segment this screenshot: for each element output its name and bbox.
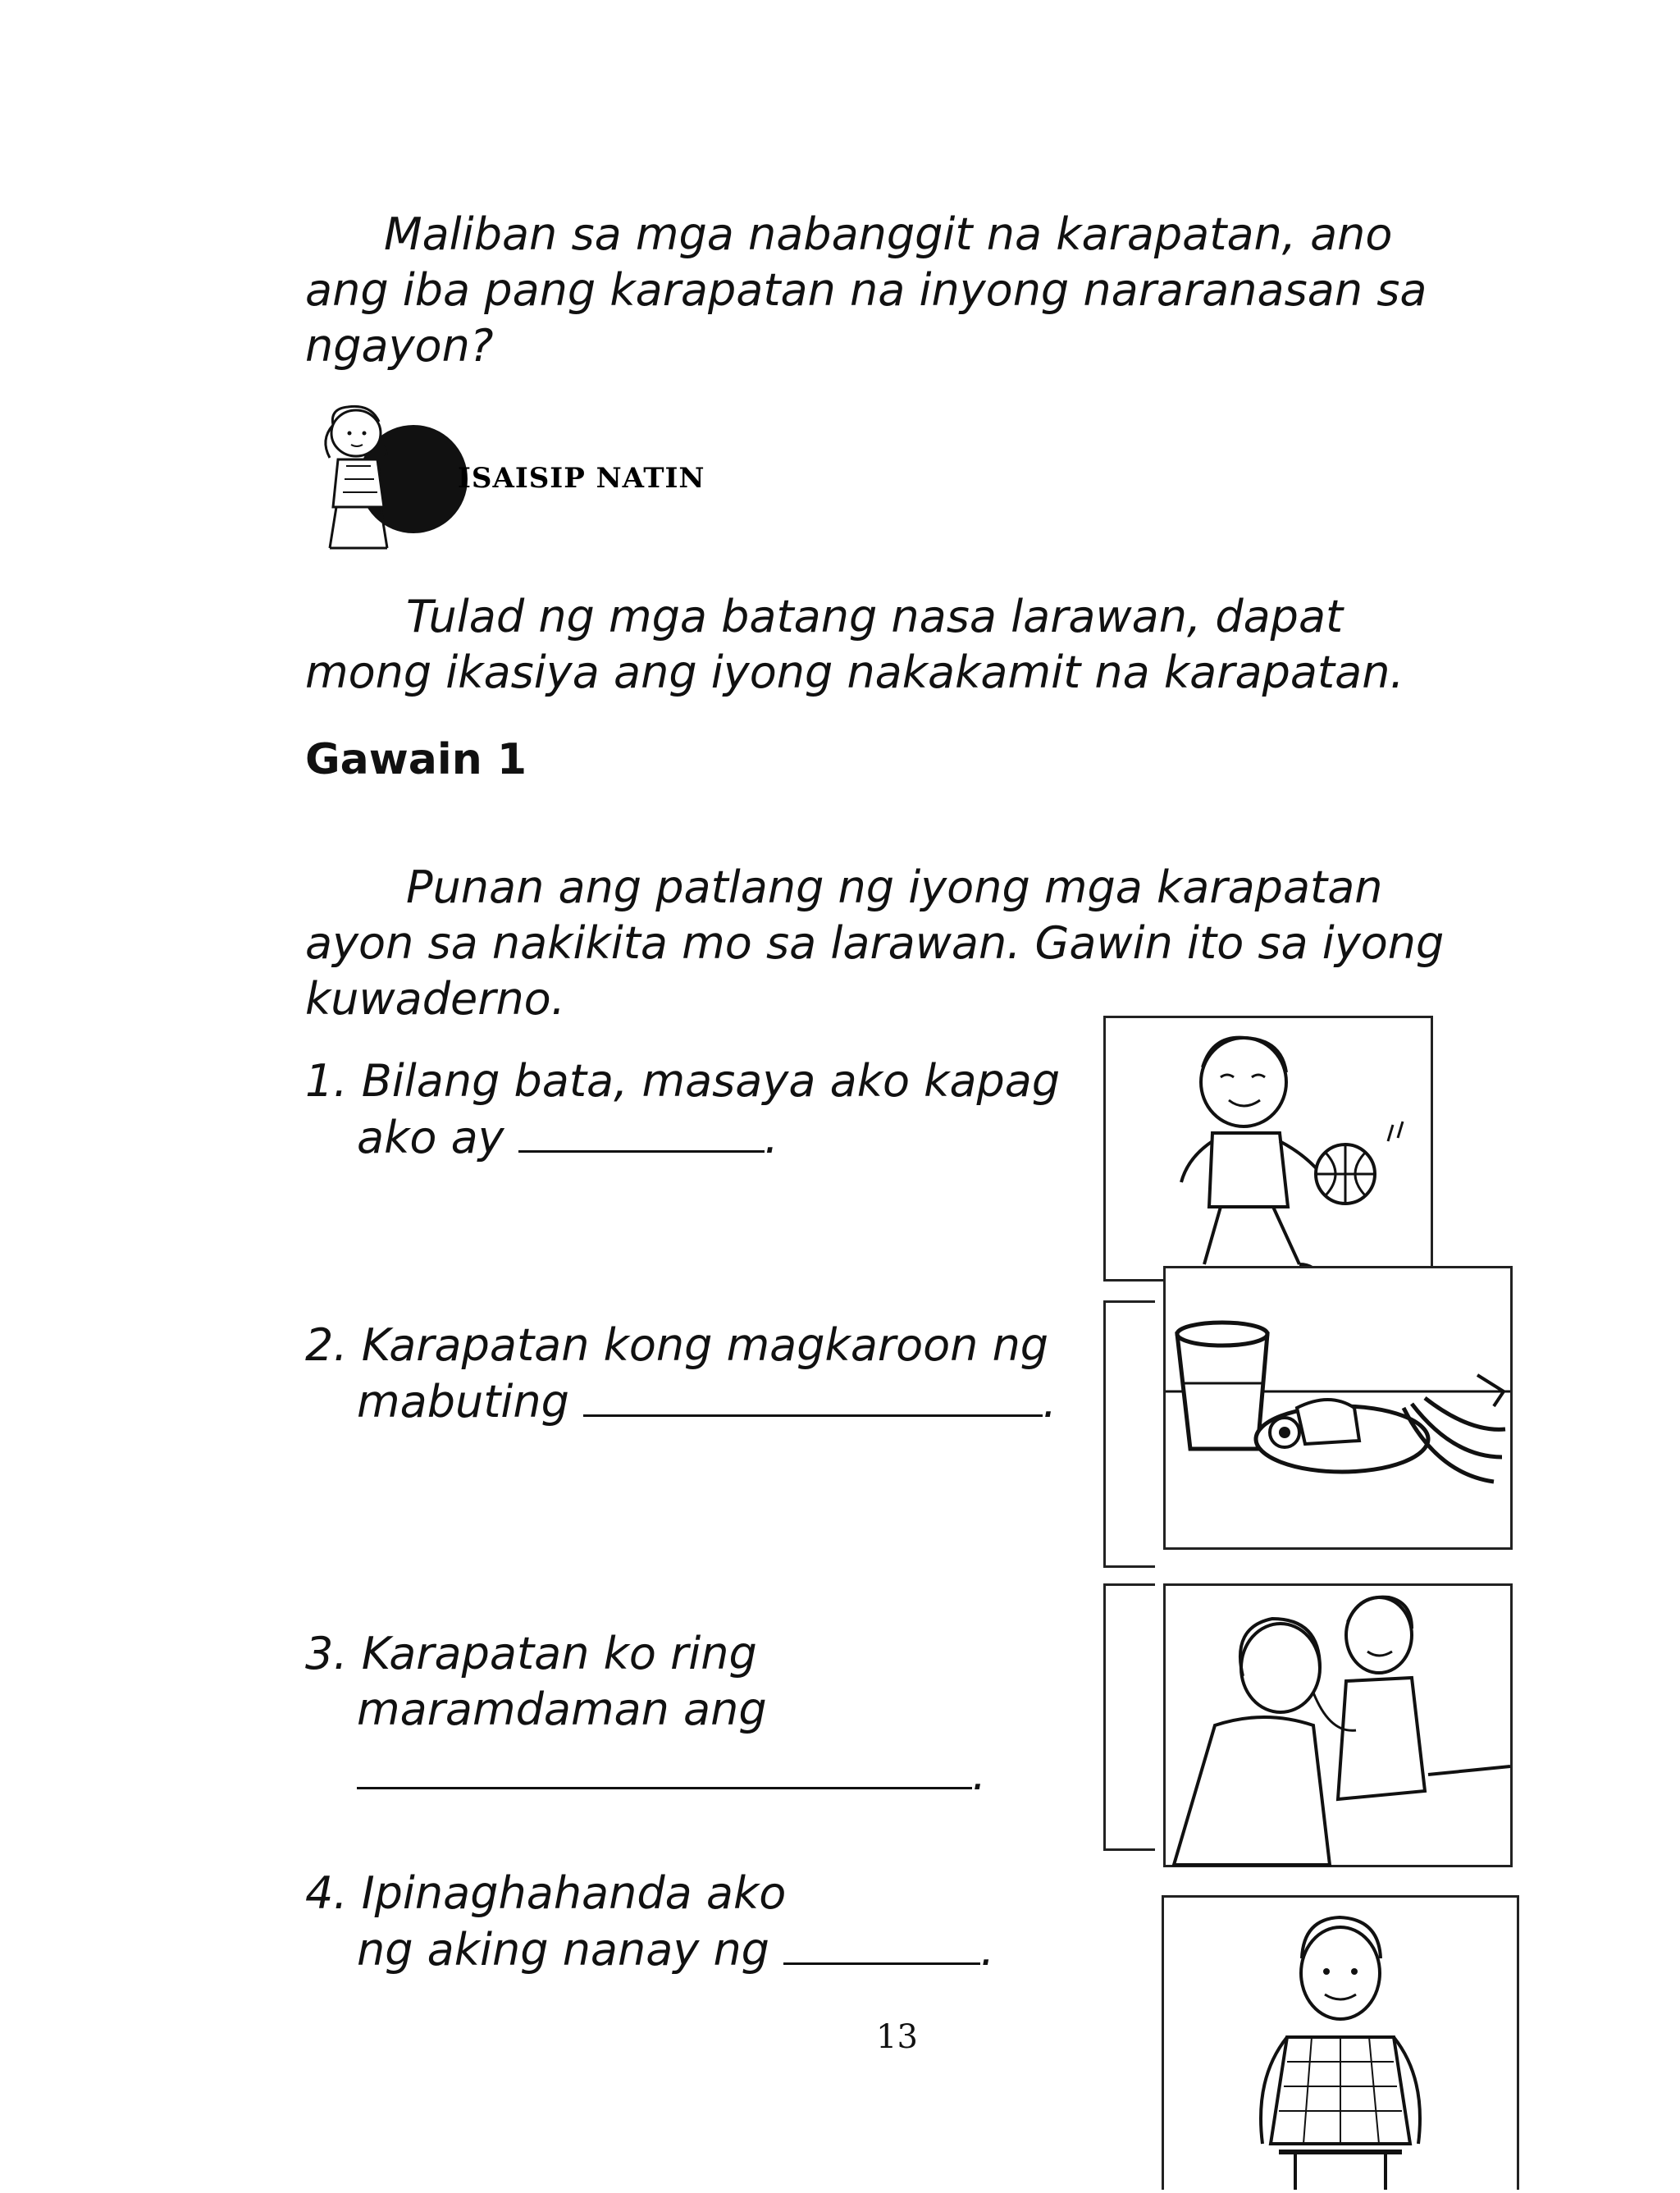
list-item-3-line-3: . <box>357 1746 986 1802</box>
list-item-3 <box>305 1626 757 1682</box>
picture-boy-standing <box>1162 1895 1519 2190</box>
instruction-line-2: ayon sa nakikita mo sa larawan. Gawin ito sa iyong <box>305 917 1445 969</box>
intro-line-2: ang iba pang karapatan na inyong nararanasan sa <box>305 264 1427 316</box>
section-icon-label: ISAISIP NATIN <box>458 462 705 495</box>
boy-playing-basketball-icon <box>1106 1018 1431 1279</box>
list-item-2-line-2: mabuting . <box>357 1373 1057 1430</box>
list-item-4-line-2: ng aking nanay ng . <box>357 1921 994 1978</box>
answer-blank-3[interactable] <box>357 1746 972 1789</box>
activity-title: Gawain 1 <box>305 735 527 784</box>
picture-doctor-checkup <box>1163 1583 1513 1867</box>
list-item-2 <box>305 1318 1048 1373</box>
doctor-checkup-icon <box>1166 1586 1510 1865</box>
reminder-line-1: Tulad ng mga batang nasa larawan, dapat <box>406 591 1344 642</box>
item-text: Karapatan kong magkaroon ng <box>361 1319 1049 1371</box>
answer-blank-2[interactable] <box>583 1373 1043 1417</box>
isaisip-natin-header <box>305 400 705 552</box>
answer-blank-4[interactable] <box>783 1921 980 1965</box>
page-number: 13 <box>876 2018 918 2056</box>
instruction-line-1: Punan ang patlang ng iyong mga karapatan <box>406 861 1383 913</box>
item-text: Karapatan ko ring <box>361 1628 757 1679</box>
girl-thinking-icon <box>305 400 705 552</box>
picture-meal <box>1163 1266 1513 1550</box>
answer-blank-1[interactable] <box>518 1109 765 1153</box>
list-item-3-line-2: maramdaman ang <box>357 1684 767 1735</box>
item-text: Ipinaghahanda ako <box>361 1867 787 1919</box>
item-number: 2. <box>305 1319 348 1371</box>
item-number: 3. <box>305 1628 348 1679</box>
food-meal-icon <box>1166 1268 1510 1547</box>
instruction-line-3: kuwaderno. <box>305 973 565 1025</box>
frame-shadow-2 <box>1103 1300 1155 1568</box>
item-number: 4. <box>305 1867 348 1919</box>
item-text: Bilang bata, masaya ako kapag <box>361 1055 1061 1107</box>
item-number: 1. <box>305 1055 348 1107</box>
list-item-1-line-2: ako ay . <box>357 1109 778 1166</box>
intro-line-1: Maliban sa mga nabanggit na karapatan, ano <box>384 208 1393 260</box>
picture-boy-basketball <box>1103 1016 1433 1282</box>
list-item-4 <box>305 1866 786 1921</box>
intro-line-3: ngayon? <box>305 320 494 372</box>
reminder-line-2: mong ikasiya ang iyong nakakamit na karapatan. <box>305 646 1404 698</box>
list-item-1 <box>305 1053 1060 1109</box>
boy-standing-icon <box>1164 1898 1517 2190</box>
frame-shadow-3 <box>1103 1583 1155 1851</box>
